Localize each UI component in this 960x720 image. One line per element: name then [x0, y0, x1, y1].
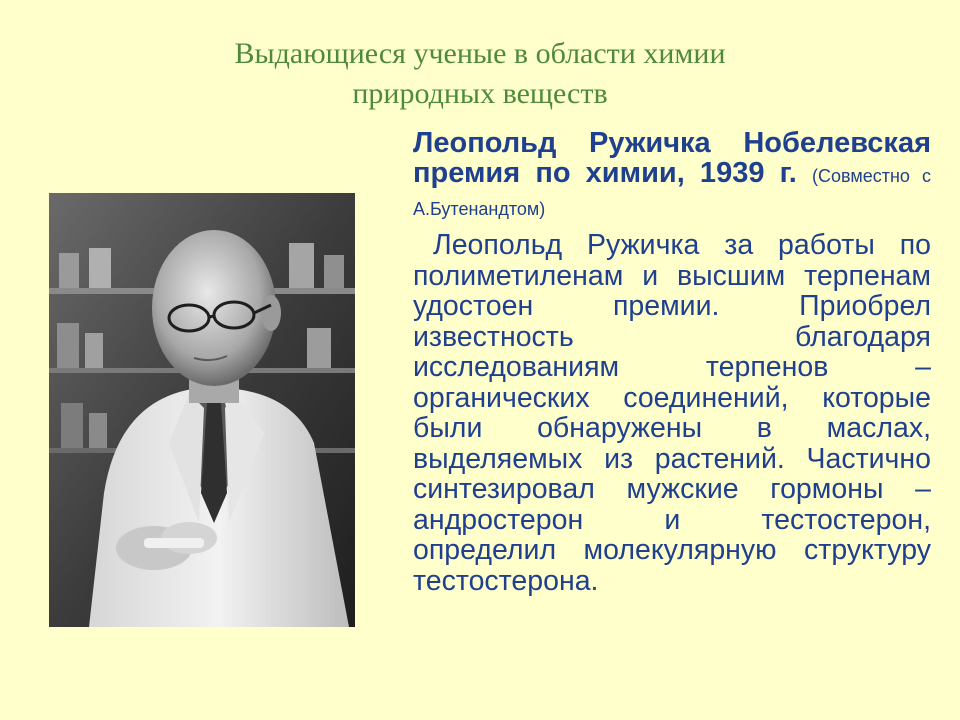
scientist-name: Леопольд Ружичка: [413, 127, 711, 159]
coauthor-note: (Совместно с А.Бутенандтом): [413, 166, 931, 219]
slide-title-line2: природных веществ: [352, 77, 608, 110]
scientist-heading: [413, 128, 931, 224]
scientist-info: [413, 128, 931, 596]
scientist-description: Леопольд Ружичка за работы по полиметиленам и высшим терпенам удостоен премии. Приобрел известность благодаря исследованиям терпенов – органических соединений, которые были обнаружены в маслах, выделяемых из растений. Частично синтезировал мужские гормоны – андростерон и тестостерон, определил молекулярную структуру тестостерона.: [413, 229, 931, 597]
nobel-prize-line: Нобелевская премия по химии, 1939 г.: [413, 127, 931, 189]
slide-title: [60, 34, 900, 114]
slide-title-line1: Выдающиеся ученые в области химии: [234, 37, 726, 70]
scientist-portrait-photo: [49, 193, 355, 627]
